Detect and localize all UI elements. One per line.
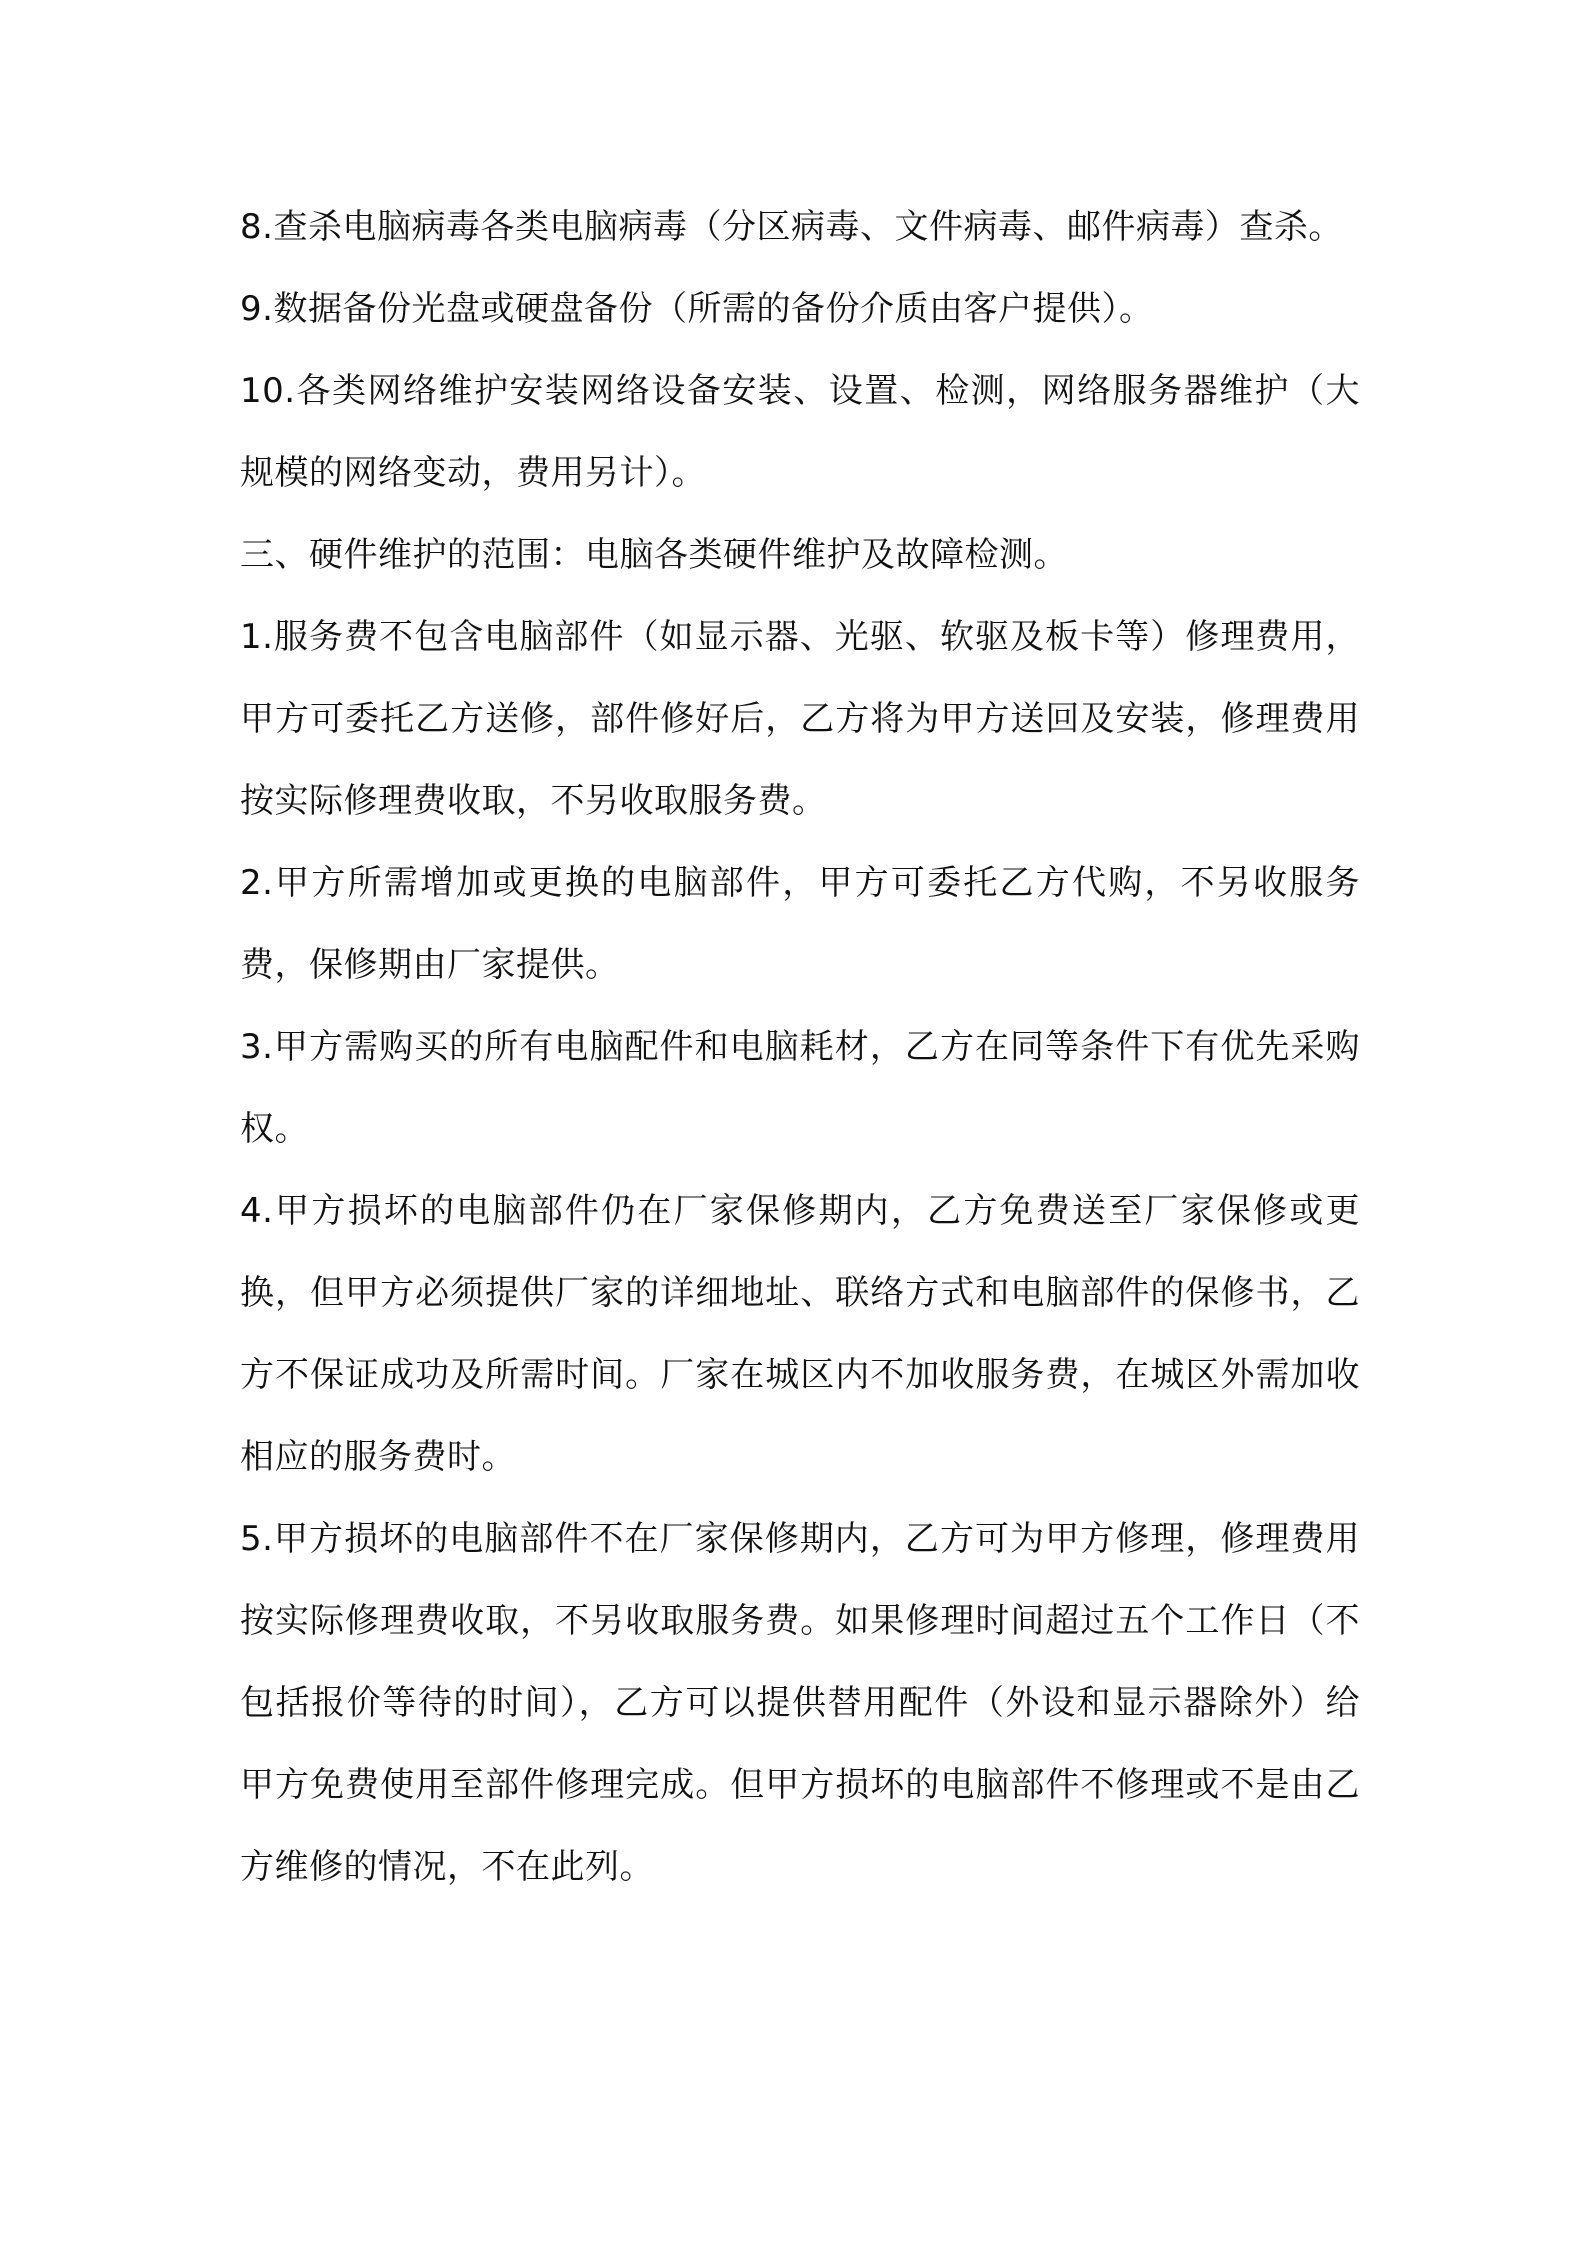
- paragraph-4-warranty-repair: 4.甲方损坏的电脑部件仍在厂家保修期内，乙方免费送至厂家保修或更换，但甲方必须提供厂家的详细地址、联络方式和电脑部件的保修书，乙方不保证成功及所需时间。厂家在城区内不加收服务费，在城区外需加收相应的服务费时。: [240, 1191, 1360, 1477]
- document-body: [240, 186, 1360, 1908]
- paragraph-9-data-backup: 9.数据备份光盘或硬盘备份（所需的备份介质由客户提供）。: [240, 289, 1154, 329]
- paragraph-3-priority-purchase: 3.甲方需购买的所有电脑配件和电脑耗材，乙方在同等条件下有优先采购权。: [240, 1027, 1360, 1149]
- section-heading-hardware-scope: 三、硬件维护的范围：电脑各类硬件维护及故障检测。: [240, 535, 1068, 575]
- paragraph-10-network-maintenance: 10.各类网络维护安装网络设备安装、设置、检测，网络服务器维护（大规模的网络变动，费用另计）。: [240, 371, 1360, 493]
- paragraph-8-virus-removal: 8.查杀电脑病毒各类电脑病毒（分区病毒、文件病毒、邮件病毒）查杀。: [240, 207, 1343, 247]
- paragraph-2-parts-purchase: 2.甲方所需增加或更换的电脑部件，甲方可委托乙方代购，不另收服务费，保修期由厂家提供。: [240, 863, 1360, 985]
- paragraph-1-service-fee: 1.服务费不包含电脑部件（如显示器、光驱、软驱及板卡等）修理费用，甲方可委托乙方送修，部件修好后，乙方将为甲方送回及安装，修理费用按实际修理费收取，不另收取服务费。: [240, 617, 1360, 821]
- paragraph-5-out-of-warranty-repair: 5.甲方损坏的电脑部件不在厂家保修期内，乙方可为甲方修理，修理费用按实际修理费收取，不另收取服务费。如果修理时间超过五个工作日（不包括报价等待的时间），乙方可以提供替用配件（外设和显示器除外）给甲方免费使用至部件修理完成。但甲方损坏的电脑部件不修理或不是由乙方维修的情况，不在此列。: [240, 1519, 1360, 1887]
